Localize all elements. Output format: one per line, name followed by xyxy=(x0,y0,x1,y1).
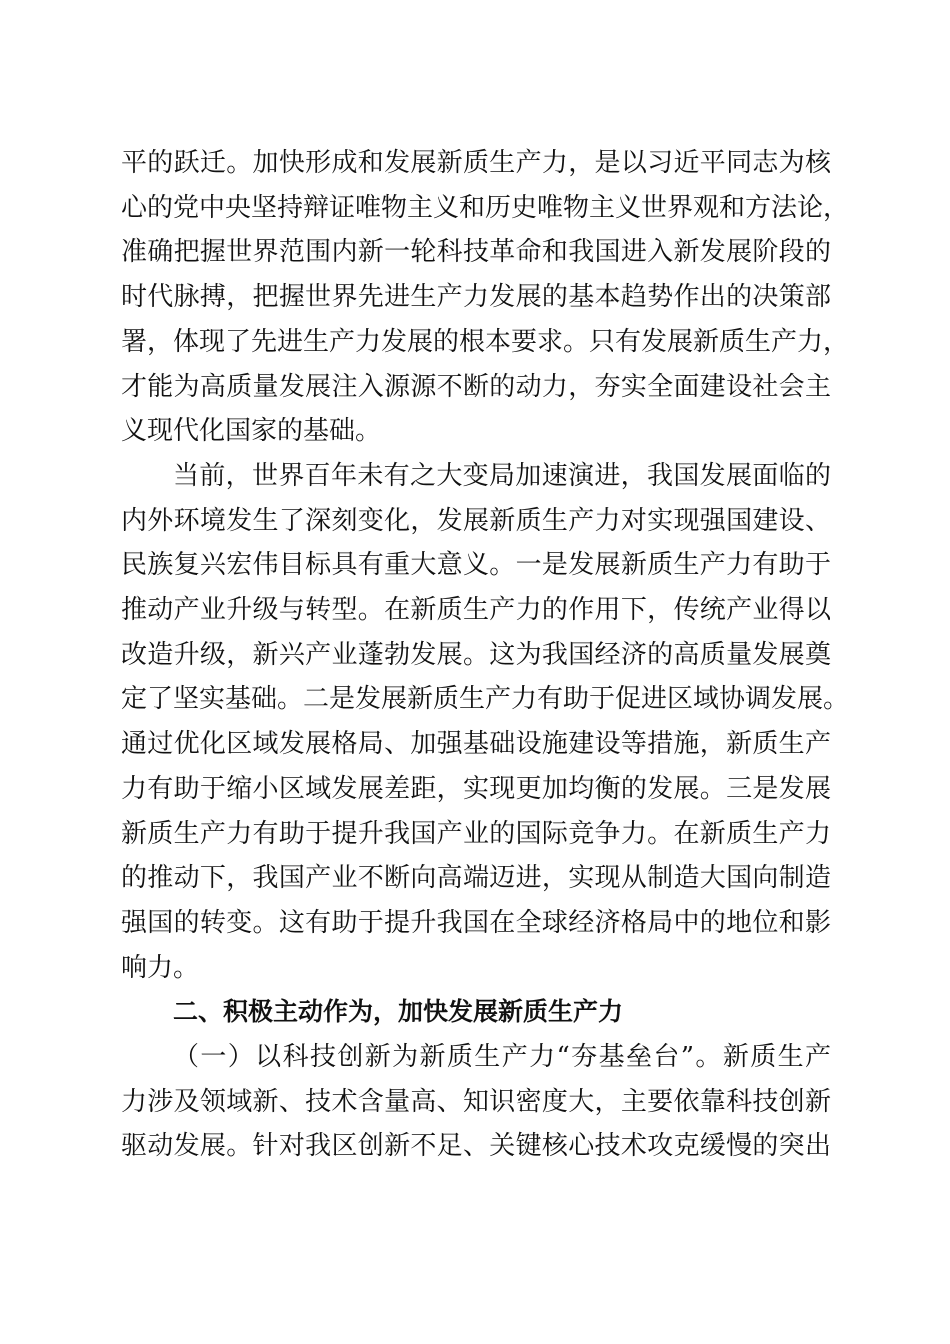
paragraph-line: 定了坚实基础。二是发展新质生产力有助于促进区域协调发展。 xyxy=(121,684,850,714)
paragraph-line: 时代脉搏，把握世界先进生产力发展的基本趋势作出的决策部 xyxy=(121,282,831,312)
paragraph-line: 力涉及领域新、技术含量高、知识密度大，主要依靠科技创新 xyxy=(121,1087,831,1117)
paragraph-line: 义现代化国家的基础。 xyxy=(121,416,382,446)
paragraph-line: 当前，世界百年未有之大变局加速演进，我国发展面临的 xyxy=(173,461,831,491)
paragraph-line: 响力。 xyxy=(121,953,200,983)
paragraph-line: 改造升级，新兴产业蓬勃发展。这为我国经济的高质量发展奠 xyxy=(121,640,831,670)
paragraph-line: 推动产业升级与转型。在新质生产力的作用下，传统产业得以 xyxy=(121,595,831,625)
paragraph-line: 新质生产力有助于提升我国产业的国际竞争力。在新质生产力 xyxy=(121,819,831,849)
paragraph-line: 力有助于缩小区域发展差距，实现更加均衡的发展。三是发展 xyxy=(121,774,831,804)
paragraph-line: 心的党中央坚持辩证唯物主义和历史唯物主义世界观和方法论， xyxy=(121,193,850,223)
paragraph-line: 内外环境发生了深刻变化，发展新质生产力对实现强国建设、 xyxy=(121,506,831,536)
paragraph-line: 民族复兴宏伟目标具有重大意义。一是发展新质生产力有助于 xyxy=(121,550,831,580)
paragraph-line: 通过优化区域发展格局、加强基础设施建设等措施，新质生产 xyxy=(121,729,831,759)
paragraph-line: （一）以科技创新为新质生产力“夯基垒台”。新质生产 xyxy=(173,1042,831,1072)
paragraph-line: 的推动下，我国产业不断向高端迈进，实现从制造大国向制造 xyxy=(121,863,831,893)
paragraph-line: 平的跃迁。加快形成和发展新质生产力，是以习近平同志为核 xyxy=(121,148,831,178)
paragraph-line: 强国的转变。这有助于提升我国在全球经济格局中的地位和影 xyxy=(121,908,831,938)
paragraph-line: 准确把握世界范围内新一轮科技革命和我国进入新发展阶段的 xyxy=(121,237,831,267)
section-heading: 二、积极主动作为，加快发展新质生产力 xyxy=(173,997,624,1026)
paragraph-line: 才能为高质量发展注入源源不断的动力，夯实全面建设社会主 xyxy=(121,372,831,402)
paragraph-line: 署，体现了先进生产力发展的根本要求。只有发展新质生产力， xyxy=(121,327,850,357)
paragraph-line: 驱动发展。针对我区创新不足、关键核心技术攻克缓慢的突出 xyxy=(121,1131,831,1161)
